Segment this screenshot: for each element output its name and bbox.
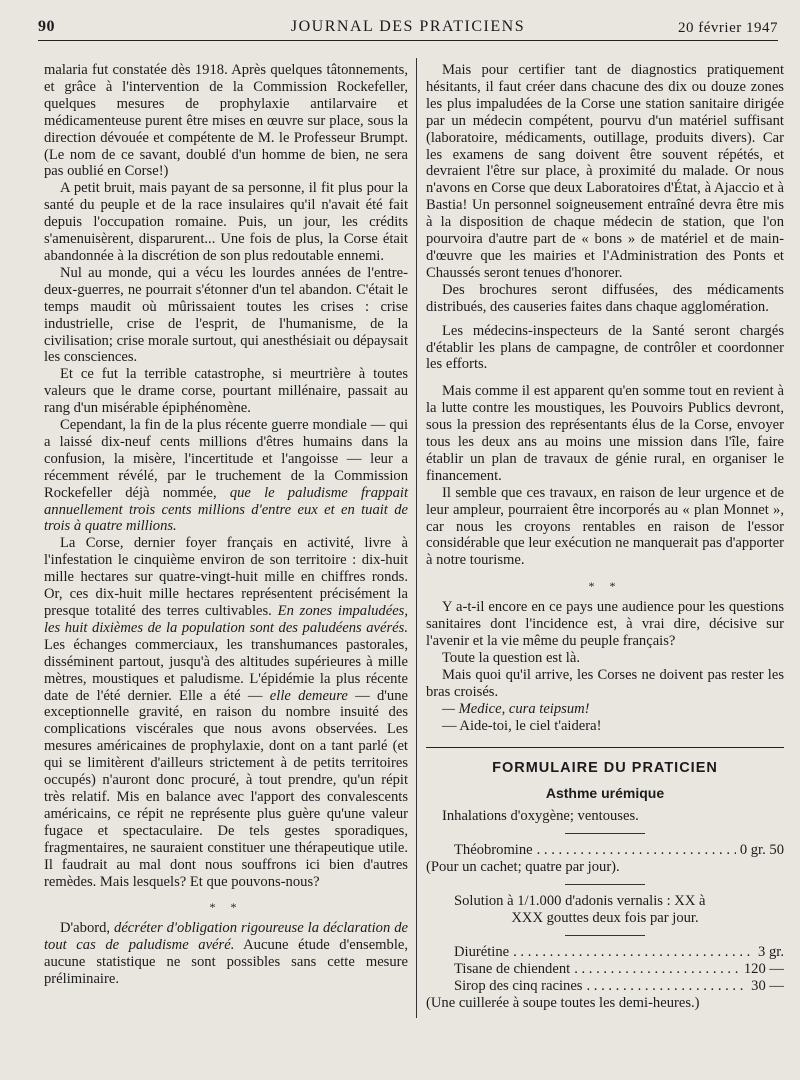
prescription-line [426, 961, 784, 978]
paragraph: Mais pour certifier tant de diagnostics pratiquement hésitants, il faut créer dans chacune des dix ou douze zones les plus impaludées de la Corse une station sanitaire dirigée par un médecin compétent, pourvu d'un matériel suffisant (laboratoire, médicaments, outillage, produits divers). Car les examens de sang doivent être souvent répétés, et devraient l'être sur place, à proximité du malade. Or nous n'avons en Corse que deux Laboratoires d'État, à Ajaccio et à Bastia! Un personnel soigneusement entraîné devra être mis à la disposition de chaque médecin de station, que l'on pourvoira d'autre part de « bons » de matériel et de main-d'œuvre que les mairies et l'Administration des Ponts et Chaussés seront tenues d'honorer. [426, 62, 784, 281]
emphasis-text: elle demeure [269, 687, 348, 704]
emphasis-text: En zones impaludées, les huit dixièmes de la population sont des paludéens avérés. [44, 603, 409, 636]
prescription-note: (Pour un cachet; quatre par jour). [426, 859, 620, 876]
column-divider [416, 58, 417, 1018]
drug-name: Théobromine [454, 842, 533, 859]
section-separator: * * [209, 900, 243, 915]
right-column [426, 62, 784, 1012]
prescription-line: Solution à 1/1.000 d'adonis vernalis : XX à [454, 893, 706, 910]
prescription-note: (Une cuillerée à soupe toutes les demi-heures.) [426, 994, 700, 1011]
text-run: Les échanges commerciaux, les transhumances pastorales, disséminent partout, jusqu'à des altitudes supérieures à mille mètres, moustiques et paludisme. L'épidémie la plus récente date de l'été dernier. Elle a été — [44, 636, 408, 704]
text-run: D'abord, [60, 920, 111, 937]
text-run: La Corse, dernier foyer français en activité, livre à l'infestation le cinquième environ de son territoire : dix-huit mille hectares sur quatre-vingt-huit mille en chiffres ronds. Or, ces dix-huit mille hectares représentent précisément la presque totalité des terres cultivables. [44, 535, 408, 619]
paragraph: malaria fut constatée dès 1918. Après quelques tâtonnements, et grâce à l'intervention de la Commission Rockefeller, quelques mesures de prophylaxie antilarvaire et médicamenteuse purent être mises en œuvre sur place, sous la direction dévouée et compétente de M. le Professeur Brumpt. (Le nom de ce savant, doublé d'un homme de bien, ne sera pas oublié en Corse!) [44, 62, 408, 180]
drug-dose: 120 — [743, 960, 784, 977]
dot-leader [513, 944, 754, 961]
paragraph [44, 535, 408, 890]
page-number: 90 [38, 18, 55, 35]
paragraph: Mais comme il est apparent qu'en somme tout en revient à la lutte contre les moustiques, les Pouvoirs Publics devront, sous la pression des représentants élus de la Corse, envoyer tous les deux ans au moins une mission dans l'île, faire établir un plan de travaux de génie rural, en organiser le financement. [426, 383, 784, 484]
rule [565, 884, 645, 885]
quote-line: — Aide-toi, le ciel t'aidera! [442, 717, 602, 734]
prescription-line [426, 978, 784, 995]
text-run: Aucune étude d'ensemble, aucune statistique ne sont possibles sans cette mesure préliminaire. [44, 937, 408, 988]
emphasis-text: que le paludisme frappait annuellement trois cents millions d'entre eux et en tuait de trois à quatre millions. [44, 484, 408, 535]
quote-line [426, 701, 784, 718]
drug-dose: 30 — [751, 977, 784, 994]
paragraph: A petit bruit, mais payant de sa personne, il fit plus pour la santé du peuple et de la race insulaires qu'il n'avait été fait depuis l'occupation romaine. Puis, un jour, les crédits s'amenuisèrent, disparurent... Une fois de plus, la Corse était abandonnée à la discrétion de son plus redoutable ennemi. [44, 180, 408, 264]
paragraph: Des brochures seront diffusées, des médicaments distribués, des causeries faites dans chaque agglomération. [426, 281, 784, 315]
journal-title: JOURNAL DES PRATICIENS [290, 18, 526, 35]
paragraph: Et ce fut la terrible catastrophe, si meurtrière à toutes valeurs que le drame corse, pourtant millénaire, passait au rang d'un misérable épiphénomène. [44, 366, 408, 417]
prescription-line [426, 944, 784, 961]
paragraph: Les médecins-inspecteurs de la Santé seront chargés d'établir les plans de campagne, de contrôler et coordonner les efforts. [426, 322, 784, 373]
formulaire-intro: Inhalations d'oxygène; ventouses. [442, 808, 639, 825]
paragraph: Mais quoi qu'il arrive, les Corses ne doivent pas rester les bras croisés. [426, 666, 784, 700]
drug-name: Diurétine [454, 943, 510, 960]
text-run: Cependant, la fin de la plus récente guerre mondiale — qui a laissé dix-neuf cents millions d'êtres humains dans la confusion, la misère, l'incertitude et l'angoisse — leur a récemment révélé, par le truchement de la Commission Rockefeller déjà nommée, [44, 417, 408, 501]
formulaire-rule [426, 747, 784, 748]
prescription-line: XXX gouttes deux fois par jour. [511, 909, 699, 926]
drug-dose: 3 gr. [758, 943, 784, 960]
formulaire-subtitle: Asthme urémique [545, 785, 665, 802]
latin-quote: — Medice, cura teipsum! [442, 700, 590, 717]
left-column [44, 62, 408, 988]
dot-leader [574, 961, 740, 978]
paragraph [44, 417, 408, 535]
dot-leader [586, 978, 747, 995]
rule [565, 833, 645, 834]
paragraph: Il semble que ces travaux, en raison de leur urgence et de leur ampleur, pourraient être incorporés au « plan Monnet », car nous les croyons rentables en raison de l'essor considérable que leur exécution ne manquerait pas d'apporter à notre tourisme. [426, 484, 784, 569]
dot-leader [537, 842, 736, 859]
drug-name: Sirop des cinq racines [454, 977, 583, 994]
paragraph: Toute la question est là. [442, 650, 580, 666]
drug-dose: 0 gr. 50 [739, 842, 784, 859]
paragraph [44, 920, 408, 988]
rule [565, 935, 645, 936]
paragraph: Y a-t-il encore en ce pays une audience pour les questions sanitaires dont l'incidence est, à vrai dire, décisive sur l'avenir et la vie même du peuple français? [426, 599, 784, 650]
page-header [38, 18, 778, 41]
drug-name: Tisane de chiendent [454, 960, 571, 977]
section-separator: * * [588, 579, 622, 594]
emphasis-text: décréter d'obligation rigoureuse la déclaration de tout cas de paludisme avéré. [44, 920, 408, 954]
text-run: — d'une exceptionnelle gravité, en raison du nombre insuité des complications viscérales que nous avons observées. Les mesures américaines de prophylaxie, dont on a tant parlé (et qui se limitèrent d'ailleurs strictement à de petits territoires occupés) n'auront donc procuré, à tout prendre, qu'un répit très relatif. Mis en balance avec l'apport des convalescents américains, ce répit ne représente plus guère qu'une valeur fugace et spectaculaire. De tels gestes sporadiques, fragmentaires, ne sauraient constituer une thérapeutique utile. Il faudrait au mal dont nous souffrons ici bien d'autres remèdes. Mais lesquels? Et que pouvons-nous? [44, 687, 408, 890]
issue-date: 20 février 1947 [678, 20, 778, 36]
prescription-line [426, 842, 784, 859]
formulaire-title: FORMULAIRE DU PRATICIEN [492, 759, 718, 776]
paragraph: Nul au monde, qui a vécu les lourdes années de l'entre-deux-guerres, ne pourrait s'étonner d'un tel abandon. C'était le temps maudit où mûrissaient toutes les crises : crise industrielle, crise de l'esprit, de l'humanisme, de la civilisation; crise morale surtout, qui anesthésiait ou dépaysait les consciences. [44, 264, 408, 366]
